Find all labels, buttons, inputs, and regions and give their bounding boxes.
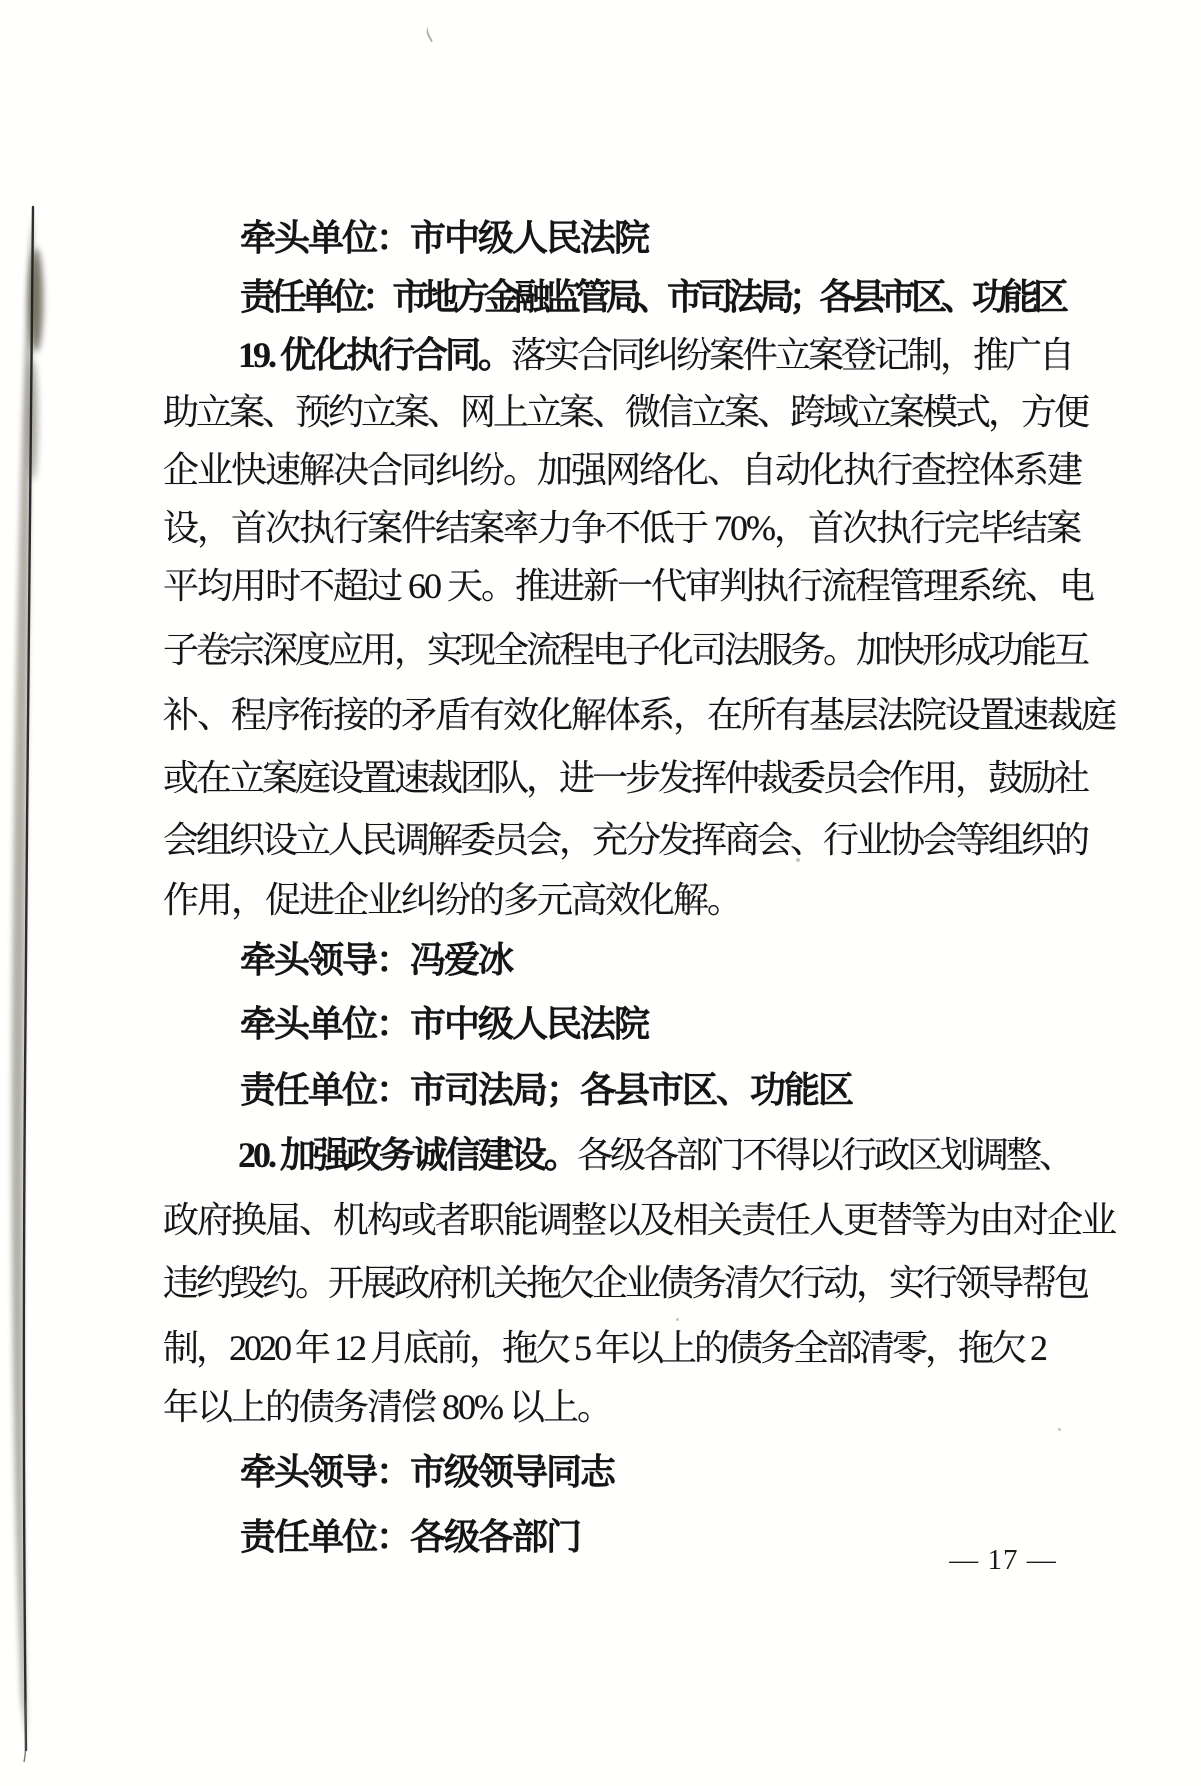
text-line: 或在立案庭设置速裁团队，进一步发挥仲裁委员会作用，鼓励社	[163, 758, 1088, 798]
text-line: 作用，促进企业纠纷的多元高效化解。	[163, 880, 742, 920]
text-line: 20. 加强政务诚信建设。各级各部门不得以行政区划调整、	[238, 1135, 1073, 1175]
text-line: 责任单位：市司法局；各县市区、功能区	[240, 1070, 853, 1110]
text-line: 19. 优化执行合同。落实合同纠纷案件立案登记制，推广自	[238, 335, 1073, 375]
text-line: 制，2020 年 12 月底前，拖欠 5 年以上的债务全部清零，拖欠 2	[163, 1328, 1046, 1368]
text-line: 违约毁约。开展政府机关拖欠企业债务清欠行动，实行领导帮包	[163, 1263, 1088, 1303]
text-line: 政府换届、机构或者职能调整以及相关责任人更替等为由对企业	[163, 1200, 1116, 1240]
text-line: 平均用时不超过 60 天。推进新一代审判执行流程管理系统、电	[163, 566, 1094, 606]
text-line: 年以上的债务清偿 80% 以上。	[163, 1387, 611, 1427]
text-line: 牵头单位：市中级人民法院	[240, 218, 649, 258]
text-line: 助立案、预约立案、网上立案、微信立案、跨域立案模式，方便	[163, 392, 1088, 432]
scan-streak-artifact	[0, 0, 70, 1786]
text-line: 责任单位：市地方金融监管局、市司法局；各县市区、功能区	[240, 277, 1064, 317]
text-line: 会组织设立人民调解委员会，充分发挥商会、行业协会等组织的	[163, 820, 1088, 860]
scan-tick-artifact	[424, 25, 439, 42]
scan-speck	[676, 1318, 679, 1321]
text-line: 企业快速解决合同纠纷。加强网络化、自动化执行查控体系建	[163, 450, 1082, 490]
text-line: 牵头单位：市中级人民法院	[240, 1004, 649, 1044]
text-line: 牵头领导：冯爱冰	[240, 940, 513, 980]
text-line: 责任单位：各级各部门	[240, 1517, 581, 1557]
scan-speck	[1058, 1428, 1061, 1431]
text-line: 补、程序衔接的矛盾有效化解体系，在所有基层法院设置速裁庭	[163, 695, 1116, 735]
page-number: — 17 —	[949, 1544, 1057, 1576]
text-line: 牵头领导：市级领导同志	[240, 1452, 615, 1492]
text-line: 设，首次执行案件结案率力争不低于 70%，首次执行完毕结案	[163, 508, 1080, 548]
text-line: 子卷宗深度应用，实现全流程电子化司法服务。加快形成功能互	[163, 630, 1088, 670]
